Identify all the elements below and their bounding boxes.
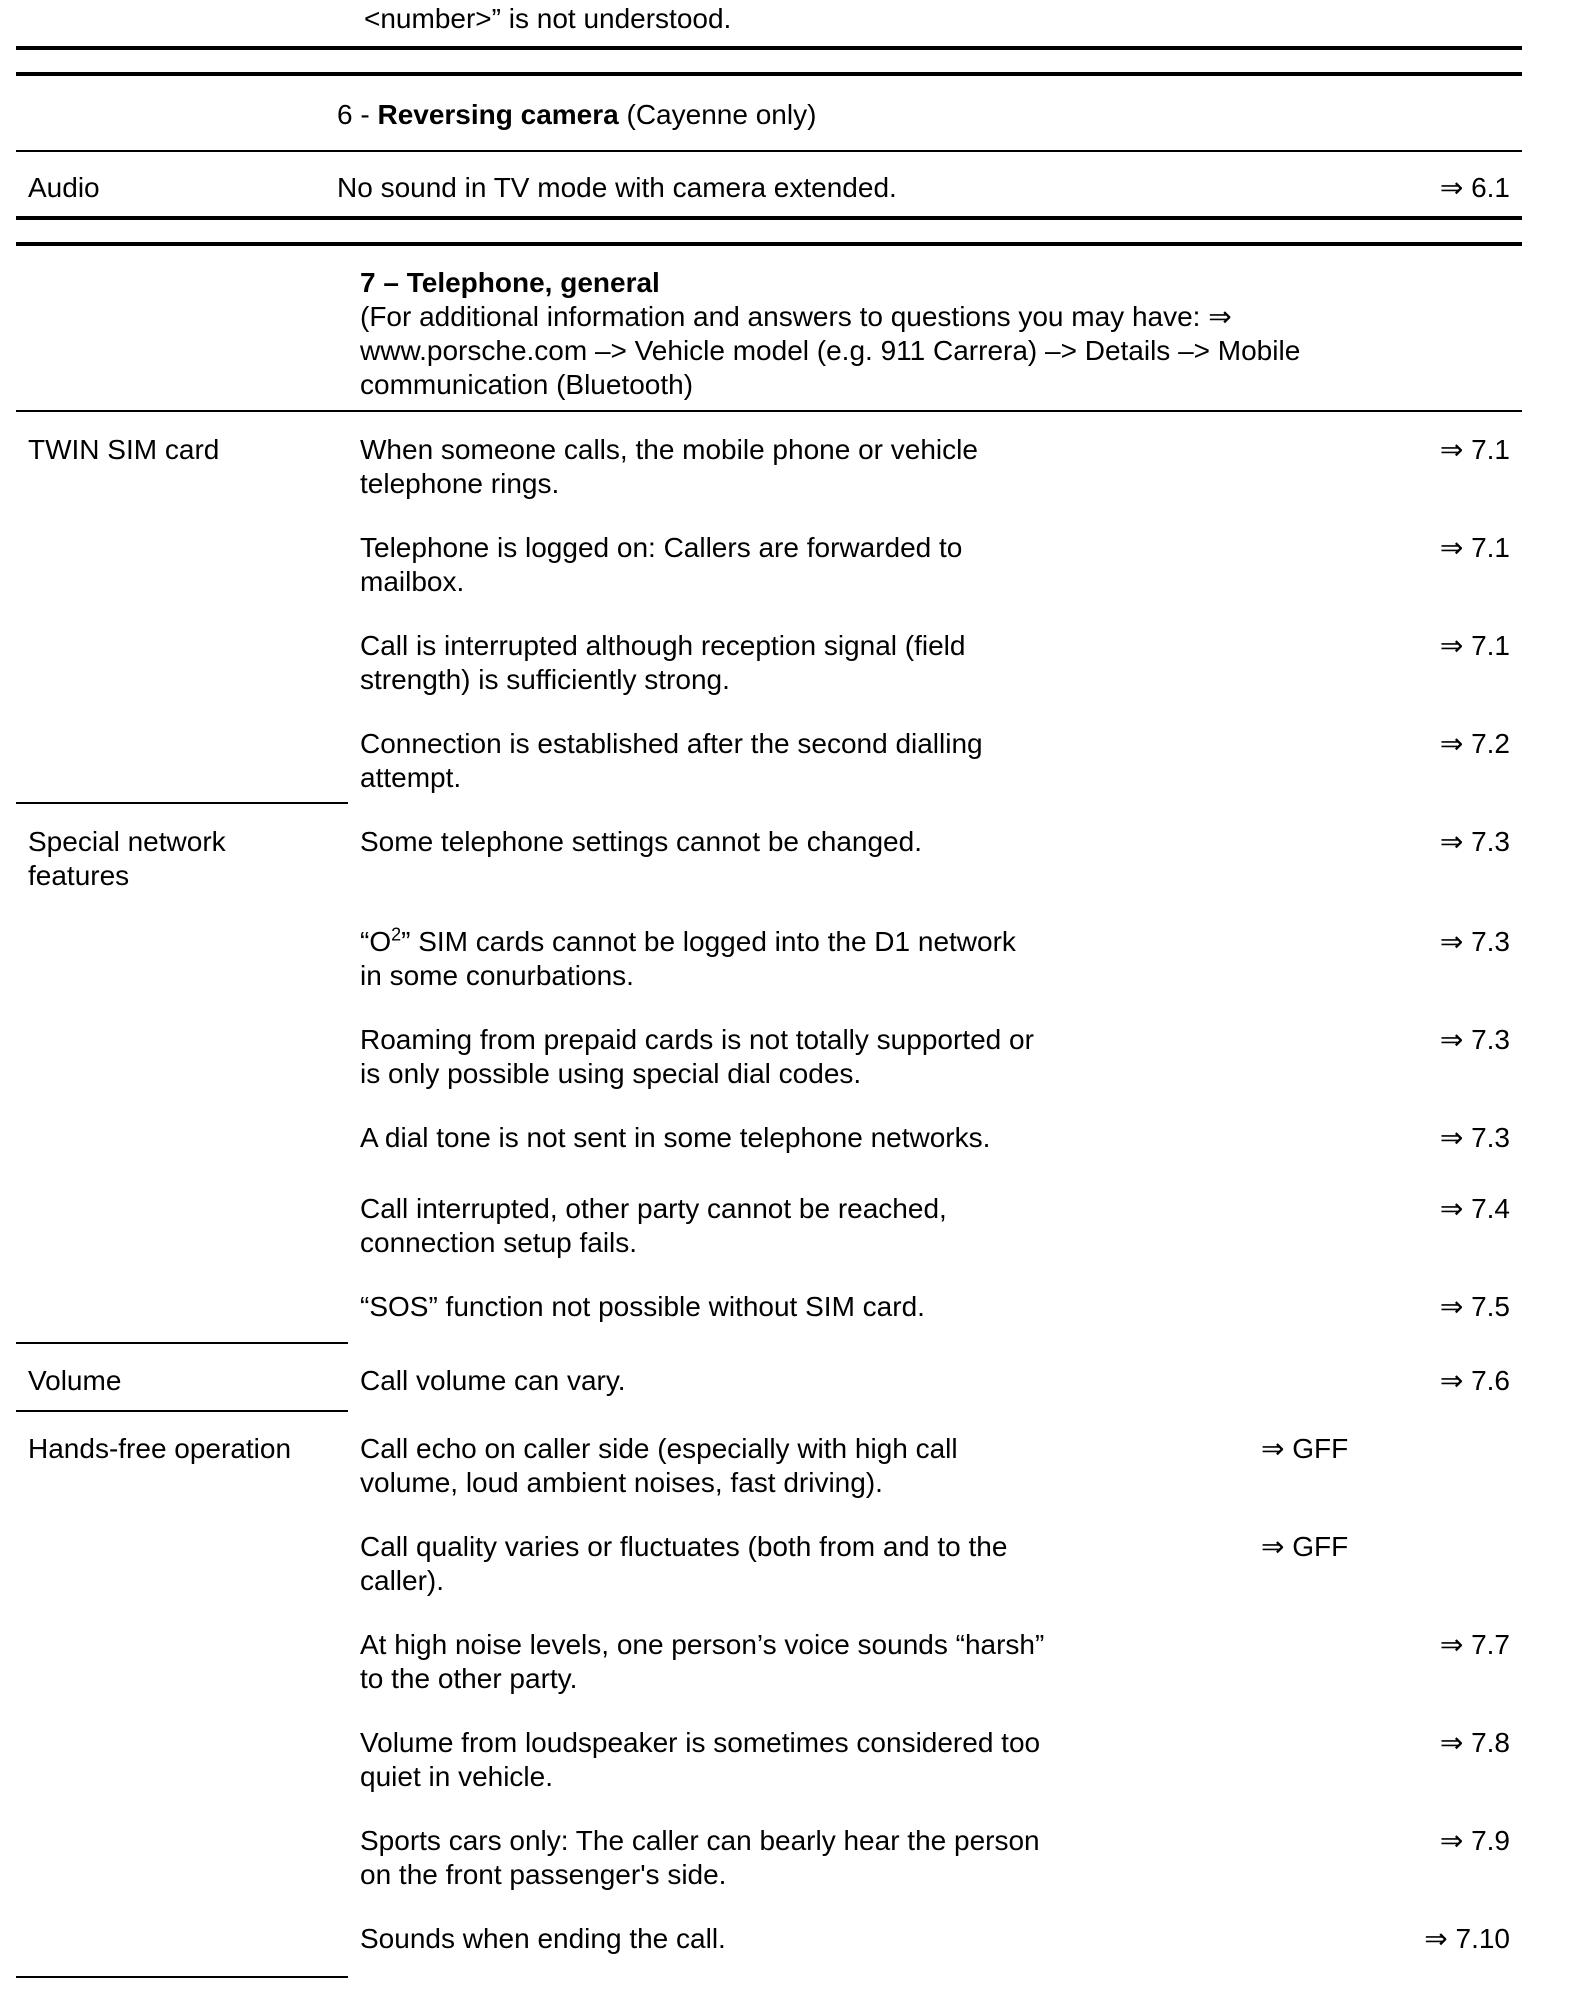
issue-text: Telephone is logged on: Callers are forwarded to mailbox. [360, 532, 963, 597]
reference: ⇒ 7.10 [1424, 1923, 1510, 1954]
reference: ⇒ 7.3 [1439, 1024, 1510, 1055]
reference: ⇒ 7.7 [1439, 1629, 1510, 1660]
section-divider [16, 242, 1522, 246]
issue-text: “$O^2$” SIM cards cannot be logged into the D1 network in some conurbations. [360, 924, 1016, 991]
category-hands-free: Hands-free operation [28, 1433, 292, 1464]
reference: ⇒ 7.3 [1439, 1122, 1510, 1153]
reference: ⇒ 7.6 [1439, 1365, 1510, 1396]
issue-text: Call is interrupted although reception signal (field strength) is sufficiently strong. [360, 630, 966, 695]
issue-text: “SOS” function not possible without SIM card. [360, 1291, 925, 1322]
issue-text: Call interrupted, other party cannot be reached, connection setup fails. [360, 1193, 947, 1258]
issue-text: Roaming from prepaid cards is not totally supported or is only possible using special dial codes. [360, 1024, 1034, 1089]
reference: ⇒ GFF [1261, 1433, 1349, 1464]
reference: ⇒ 7.3 [1439, 926, 1510, 957]
reference: ⇒ 7.1 [1439, 434, 1510, 465]
reference: ⇒ 7.5 [1439, 1291, 1510, 1322]
issue-text: Call quality varies or fluctuates (both from and to the caller). [360, 1531, 1008, 1596]
reference: ⇒ 7.1 [1439, 630, 1510, 661]
category-divider [16, 802, 348, 804]
section-7-heading: 7 – Telephone, general [360, 267, 660, 298]
issue-text: Volume from loudspeaker is sometimes considered too quiet in vehicle. [360, 1727, 1041, 1792]
category-volume: Volume [28, 1365, 122, 1396]
category-twin-sim: TWIN SIM card [28, 434, 220, 465]
issue-text: Call volume can vary. [360, 1365, 626, 1396]
reference: ⇒ GFF [1261, 1531, 1349, 1562]
issue-text: Connection is established after the second dialling attempt. [360, 728, 983, 793]
issue-text: When someone calls, the mobile phone or vehicle telephone rings. [360, 434, 978, 499]
row-divider [16, 410, 1522, 412]
category-divider [16, 1976, 348, 1978]
category-special-network: Special network features [28, 826, 226, 891]
superscript: 2 [391, 924, 402, 945]
reference: ⇒ 7.9 [1439, 1825, 1510, 1856]
issue-text: Sports cars only: The caller can bearly hear the person on the front passenger's side. [360, 1825, 1040, 1890]
reference: ⇒ 6.1 [1439, 172, 1510, 203]
reference: ⇒ 7.1 [1439, 532, 1510, 563]
row-divider [16, 150, 1522, 152]
category-divider [16, 1342, 348, 1344]
category-divider [16, 1410, 348, 1412]
continued-text: <number>” is not understood. [364, 3, 732, 34]
issue-text: A dial tone is not sent in some telephone networks. [360, 1122, 991, 1153]
issue-text: At high noise levels, one person’s voice sounds “harsh” to the other party. [360, 1629, 1045, 1694]
section-divider [16, 216, 1522, 220]
section-divider [16, 46, 1522, 50]
issue-text: Sounds when ending the call. [360, 1923, 726, 1954]
issue-text: Call echo on caller side (especially with high call volume, loud ambient noises, fast driving). [360, 1433, 958, 1498]
reference: ⇒ 7.8 [1439, 1727, 1510, 1758]
section-divider [16, 72, 1522, 76]
issue-text: No sound in TV mode with camera extended. [337, 172, 897, 203]
reference: ⇒ 7.4 [1439, 1193, 1510, 1224]
section-6-heading: 6 - Reversing camera (Cayenne only) [337, 99, 817, 130]
category-audio: Audio [28, 172, 100, 203]
issue-text: Some telephone settings cannot be changed. [360, 826, 922, 857]
reference: ⇒ 7.3 [1439, 826, 1510, 857]
reference: ⇒ 7.2 [1439, 728, 1510, 759]
section-7-info: (For additional information and answers to questions you may have: ⇒ www.porsche.com –> Vehicle model (e.g. 911 Carrera) –> Details –> Mobile communication (Bluetooth) [360, 301, 1301, 400]
